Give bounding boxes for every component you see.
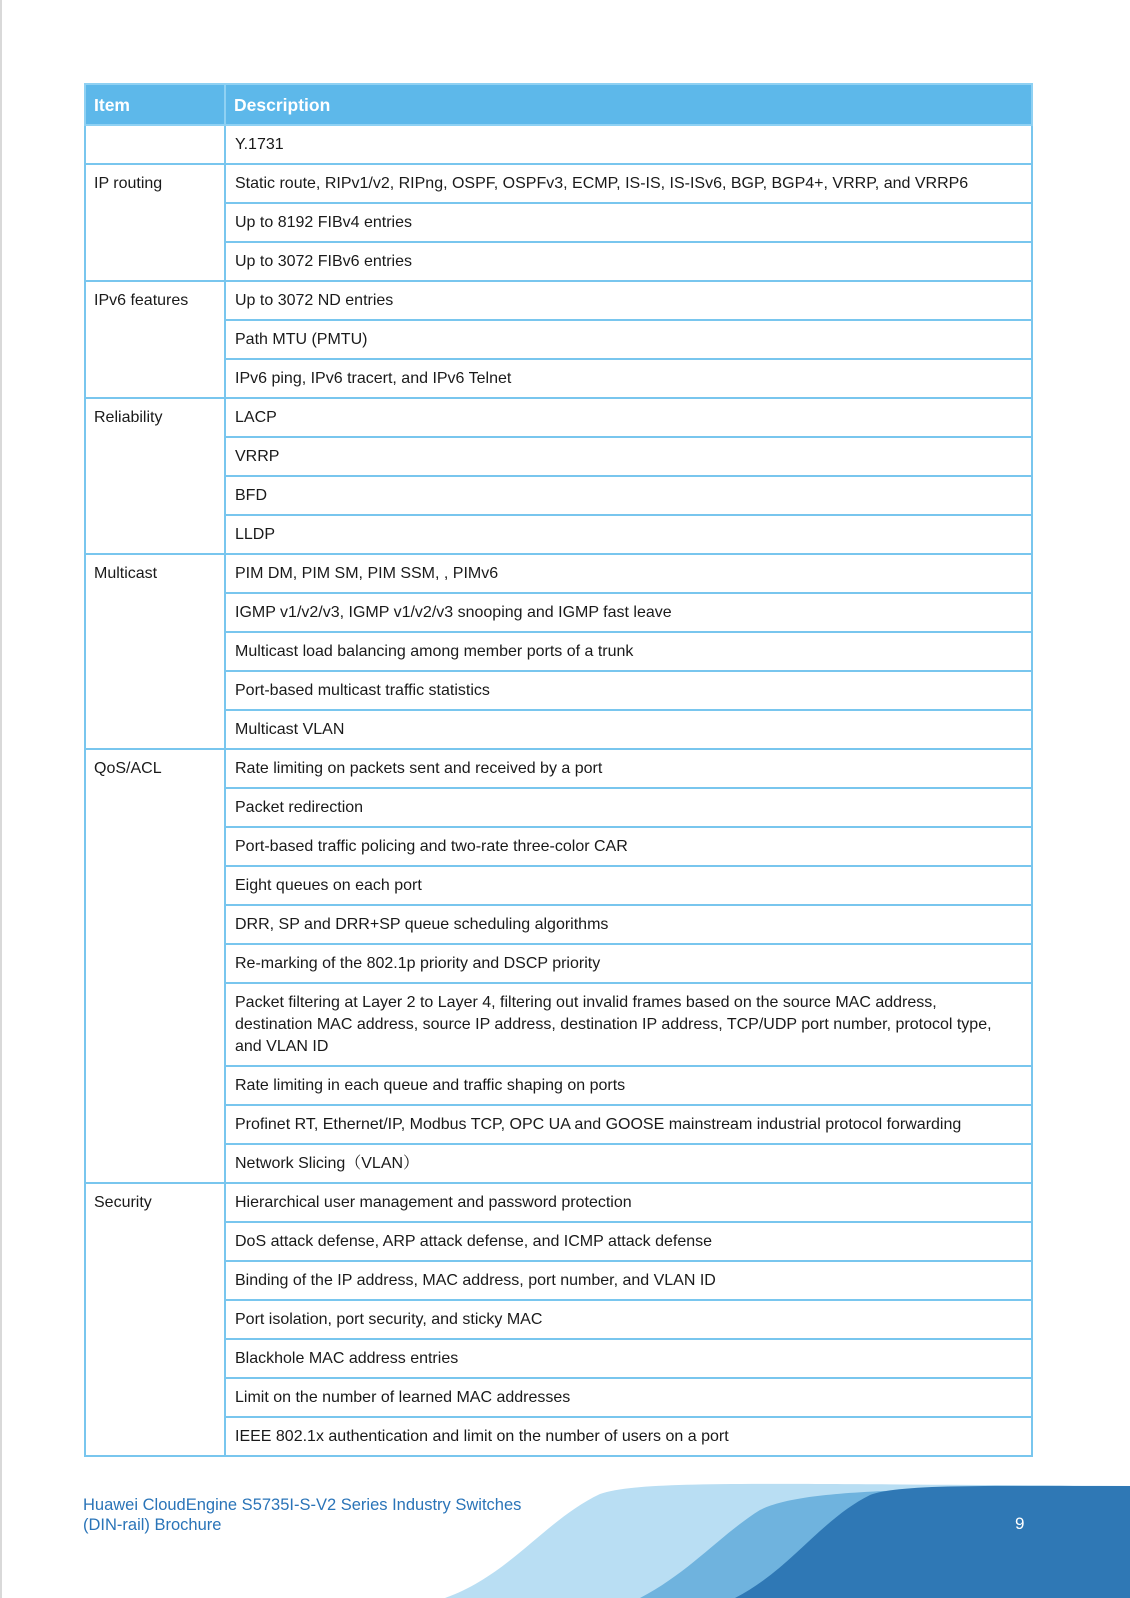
table-row	[85, 1222, 1032, 1261]
description-cell: Up to 8192 FIBv4 entries	[225, 203, 1032, 242]
description-cell: PIM DM, PIM SM, PIM SSM, , PIMv6	[225, 554, 1032, 593]
footer-title-line1: Huawei CloudEngine S5735I-S-V2 Series Industry Switches	[83, 1496, 522, 1514]
description-cell: Limit on the number of learned MAC addresses	[225, 1378, 1032, 1417]
description-cell: VRRP	[225, 437, 1032, 476]
table-row	[85, 1417, 1032, 1456]
description-cell: Rate limiting on packets sent and received by a port	[225, 749, 1032, 788]
item-cell	[85, 125, 225, 164]
table-row	[85, 671, 1032, 710]
page-number: 9	[1015, 1514, 1025, 1533]
description-cell: Re-marking of the 802.1p priority and DSCP priority	[225, 944, 1032, 983]
description-cell: Path MTU (PMTU)	[225, 320, 1032, 359]
table-row	[85, 1144, 1032, 1183]
description-cell: Y.1731	[225, 125, 1032, 164]
item-cell: Multicast	[85, 554, 225, 749]
description-cell: IPv6 ping, IPv6 tracert, and IPv6 Telnet	[225, 359, 1032, 398]
table-row	[85, 554, 1032, 593]
description-cell: Port isolation, port security, and sticky MAC	[225, 1300, 1032, 1339]
table-row	[85, 476, 1032, 515]
item-cell: Security	[85, 1183, 225, 1456]
description-cell: DoS attack defense, ARP attack defense, and ICMP attack defense	[225, 1222, 1032, 1261]
item-cell: Reliability	[85, 398, 225, 554]
table-row	[85, 944, 1032, 983]
table-row	[85, 866, 1032, 905]
description-cell: LACP	[225, 398, 1032, 437]
table-row	[85, 1105, 1032, 1144]
table-row	[85, 203, 1032, 242]
description-cell: Port-based multicast traffic statistics	[225, 671, 1032, 710]
footer-title-line2: (DIN-rail) Brochure	[83, 1516, 222, 1534]
table-header-row	[85, 84, 1032, 125]
footer-document-title	[83, 1495, 603, 1535]
table-row	[85, 983, 1032, 1066]
table-row	[85, 1183, 1032, 1222]
header-description: Description	[225, 84, 1032, 125]
table-body	[85, 125, 1032, 1456]
description-cell: LLDP	[225, 515, 1032, 554]
table-row	[85, 788, 1032, 827]
table-row	[85, 359, 1032, 398]
description-cell: Hierarchical user management and password protection	[225, 1183, 1032, 1222]
description-cell: Port-based traffic policing and two-rate three-color CAR	[225, 827, 1032, 866]
description-cell: Static route, RIPv1/v2, RIPng, OSPF, OSPFv3, ECMP, IS-IS, IS-ISv6, BGP, BGP4+, VRRP, and VRRP6	[225, 164, 1032, 203]
table-row	[85, 125, 1032, 164]
description-cell: Blackhole MAC address entries	[225, 1339, 1032, 1378]
table-row	[85, 593, 1032, 632]
table-row	[85, 749, 1032, 788]
table-row	[85, 242, 1032, 281]
header-item: Item	[85, 84, 225, 125]
item-cell: IP routing	[85, 164, 225, 281]
description-cell: IEEE 802.1x authentication and limit on the number of users on a port	[225, 1417, 1032, 1456]
table-row	[85, 320, 1032, 359]
table-row	[85, 1378, 1032, 1417]
table-row	[85, 632, 1032, 671]
table-row	[85, 1261, 1032, 1300]
table-row	[85, 1339, 1032, 1378]
description-cell: Profinet RT, Ethernet/IP, Modbus TCP, OPC UA and GOOSE mainstream industrial protocol forwarding	[225, 1105, 1032, 1144]
description-cell: IGMP v1/v2/v3, IGMP v1/v2/v3 snooping and IGMP fast leave	[225, 593, 1032, 632]
description-cell: DRR, SP and DRR+SP queue scheduling algorithms	[225, 905, 1032, 944]
table-row	[85, 281, 1032, 320]
table-row	[85, 905, 1032, 944]
spec-table	[84, 83, 1033, 1457]
table-row	[85, 515, 1032, 554]
description-cell: Multicast load balancing among member ports of a trunk	[225, 632, 1032, 671]
description-cell: Multicast VLAN	[225, 710, 1032, 749]
description-cell: Packet redirection	[225, 788, 1032, 827]
page-edge	[0, 0, 2, 1598]
description-cell: Packet filtering at Layer 2 to Layer 4, filtering out invalid frames based on the source MAC address, destination MAC address, source IP address, destination IP address, TCP/UDP port number, protocol type, and VLAN ID	[225, 983, 1032, 1066]
item-cell: IPv6 features	[85, 281, 225, 398]
description-cell: Rate limiting in each queue and traffic shaping on ports	[225, 1066, 1032, 1105]
table-row	[85, 437, 1032, 476]
description-cell: Up to 3072 FIBv6 entries	[225, 242, 1032, 281]
item-cell: QoS/ACL	[85, 749, 225, 1183]
table-row	[85, 1300, 1032, 1339]
table-row	[85, 827, 1032, 866]
description-cell: Up to 3072 ND entries	[225, 281, 1032, 320]
table-row	[85, 710, 1032, 749]
description-cell: BFD	[225, 476, 1032, 515]
description-cell: Binding of the IP address, MAC address, port number, and VLAN ID	[225, 1261, 1032, 1300]
table-row	[85, 164, 1032, 203]
description-cell: Eight queues on each port	[225, 866, 1032, 905]
table-row	[85, 398, 1032, 437]
description-cell: Network Slicing（VLAN）	[225, 1144, 1032, 1183]
table-row	[85, 1066, 1032, 1105]
